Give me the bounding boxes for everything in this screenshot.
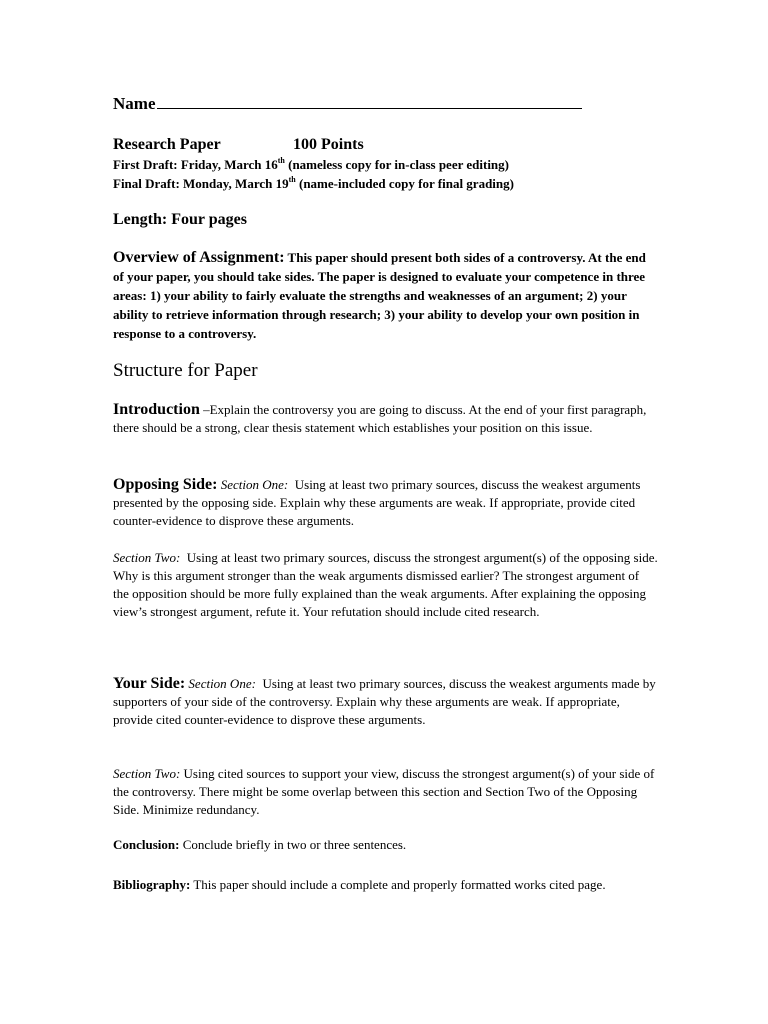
conclusion-heading: Conclusion: [113,837,180,852]
structure-heading: Structure for Paper [113,360,258,381]
opposing-section-one-text: Using at least two primary sources, discuss the weakest arguments presented by the opposing side. Explain why these arguments are weak. If appropriate, provide cited counter-evidence to disprove these arguments. [113,477,641,528]
final-draft-line [113,174,658,193]
opposing-section-two-label: Section Two: [113,550,181,565]
conclusion-text: Conclude briefly in two or three sentences. [182,837,407,852]
overview-paragraph [113,248,658,343]
opposing-side-section-one [113,476,658,530]
opposing-section-two-text: Using at least two primary sources, discuss the strongest argument(s) of the opposing side. Why is this argument stronger than the weak arguments dismissed earlier? The strongest argument of the opposition should be more fully explained than the weak arguments. After explaining the opposing view’s strongest argument, refute it. Your refutation should include cited research. [113,550,658,619]
assignment-title: Research Paper [113,136,221,153]
opposing-side-section-two [113,549,658,621]
name-line [113,93,658,115]
draft-dates [113,155,658,193]
introduction-text: –Explain the controversy you are going to discuss. At the end of your first paragraph, there should be a strong, clear thesis statement which establishes your position on this issue. [113,402,647,435]
opposing-side-heading: Opposing Side: [113,476,218,493]
your-side-section-one [113,675,658,729]
assignment-points: 100 Points [293,136,364,153]
length-requirement: Length: Four pages [113,211,247,228]
opposing-section-one-label: Section One: [220,477,289,492]
conclusion-paragraph [113,836,658,854]
your-side-section-two [113,765,658,819]
first-draft-note: (nameless copy for in-class peer editing) [288,157,509,172]
first-draft-line [113,155,658,174]
your-section-one-text: Using at least two primary sources, discuss the weakest arguments made by supporters of your side of the controversy. Explain why these arguments are weak. If appropriate, provide cited counter-evidence to disprove these arguments. [113,676,656,727]
final-draft-note: (name-included copy for final grading) [298,176,514,191]
your-section-two-label: Section Two: [113,766,181,781]
bibliography-paragraph [113,876,658,894]
bibliography-text: This paper should include a complete and properly formatted works cited page. [193,877,606,892]
final-draft-date: Final Draft: Monday, March 19 [113,176,289,191]
your-side-heading: Your Side: [113,675,186,692]
introduction-paragraph [113,401,658,437]
assignment-heading [113,135,658,155]
first-draft-date: First Draft: Friday, March 16 [113,157,278,172]
overview-heading: Overview of Assignment: [113,249,285,266]
final-draft-sup: th [288,175,296,184]
name-label: Name [113,94,156,113]
name-blank-underline [157,94,582,109]
your-section-one-label: Section One: [188,676,256,691]
overview-text: This paper should present both sides of a controversy. At the end of your paper, you should take sides. The paper is designed to evaluate your competence in three areas: 1) your ability to fairly evaluate the strengths and weaknesses of an argument; 2) your ability to retrieve information through research; 3) your ability to develop your own position in response to a controversy. [113,250,646,341]
bibliography-heading: Bibliography: [113,877,191,892]
first-draft-sup: th [277,156,285,165]
your-section-two-text: Using cited sources to support your view, discuss the strongest argument(s) of your side of the controversy. There might be some overlap between this section and Section Two of the Opposing Side. Minimize redundancy. [113,766,655,817]
introduction-heading: Introduction [113,401,200,418]
